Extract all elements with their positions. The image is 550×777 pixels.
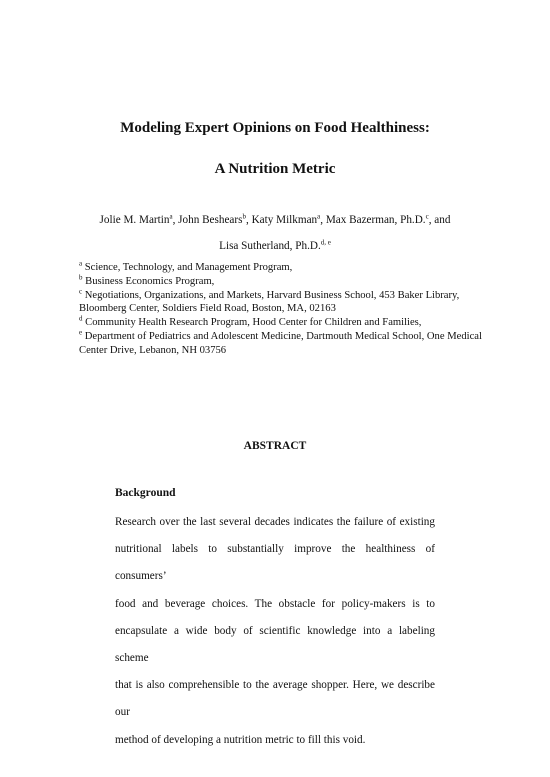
paper-title-line1: Modeling Expert Opinions on Food Healthiness: bbox=[120, 120, 430, 136]
affiliation-item bbox=[79, 289, 489, 317]
affiliation-sup: b bbox=[79, 273, 83, 282]
affiliation-item bbox=[79, 261, 489, 275]
paper-title-line2: A Nutrition Metric bbox=[214, 161, 336, 177]
paragraph-line: that is also comprehensible to the average shopper. Here, we describe our bbox=[115, 679, 435, 719]
affiliation-sup: d bbox=[79, 314, 83, 323]
author-affil-sup: a bbox=[317, 212, 321, 221]
author-name: Katy Milkman bbox=[251, 214, 318, 226]
author-affil-sup: d, e bbox=[320, 238, 331, 247]
author-name: John Beshears bbox=[178, 214, 243, 226]
affiliation-text: Science, Technology, and Management Program, bbox=[84, 262, 293, 273]
authors-line2 bbox=[0, 240, 550, 252]
affiliation-text: Department of Pediatrics and Adolescent Medicine, Dartmouth Medical School, One Medical Center Drive, Lebanon, NH 03756 bbox=[79, 330, 482, 356]
authors-line1: Jolie M. Martin$^a$, John Beshears$^b$, Katy Milkman$^a$, Max Bazerman, Ph.D.$^c$, and bbox=[99, 212, 451, 226]
author-affil-sup: b bbox=[242, 212, 246, 221]
author-affil-sup: c bbox=[425, 212, 429, 221]
paragraph-line: nutritional labels to substantially improve the healthiness of consumers’ bbox=[115, 543, 435, 583]
affiliations-list bbox=[79, 261, 489, 358]
author-name: Max Bazerman, Ph.D. bbox=[325, 214, 426, 226]
author-affil-sup: a bbox=[169, 212, 173, 221]
affiliation-sup: a bbox=[79, 259, 83, 268]
affiliation-item bbox=[79, 275, 489, 289]
affiliation-sup: c bbox=[79, 287, 83, 296]
authors-tail: , and bbox=[428, 214, 451, 226]
paragraph-line: encapsulate a wide body of scientific knowledge into a labeling scheme bbox=[115, 624, 435, 665]
affiliation-text: Business Economics Program, bbox=[85, 275, 215, 287]
abstract-heading: ABSTRACT bbox=[243, 440, 307, 452]
affiliation-text: Negotiations, Organizations, and Markets, Harvard Business School, 453 Baker Library, Bloomberg Center, Soldiers Field Road, Boston, MA, 02163 bbox=[79, 289, 460, 315]
background-paragraph bbox=[115, 509, 435, 754]
paragraph-line: food and beverage choices. The obstacle for policy-makers is to bbox=[115, 597, 435, 610]
paragraph-line: Research over the last several decades indicates the failure of existing bbox=[115, 516, 435, 528]
background-heading: Background bbox=[115, 487, 176, 499]
author-name: Lisa Sutherland, Ph.D. bbox=[219, 240, 321, 252]
author-name: Jolie M. Martin bbox=[99, 214, 170, 226]
affiliation-text: Community Health Research Program, Hood Center for Children and Families, bbox=[85, 317, 422, 329]
affiliation-item bbox=[79, 316, 489, 330]
affiliation-sup: e bbox=[79, 328, 83, 337]
paragraph-line: method of developing a nutrition metric to fill this void. bbox=[115, 733, 366, 746]
affiliation-item bbox=[79, 330, 489, 358]
